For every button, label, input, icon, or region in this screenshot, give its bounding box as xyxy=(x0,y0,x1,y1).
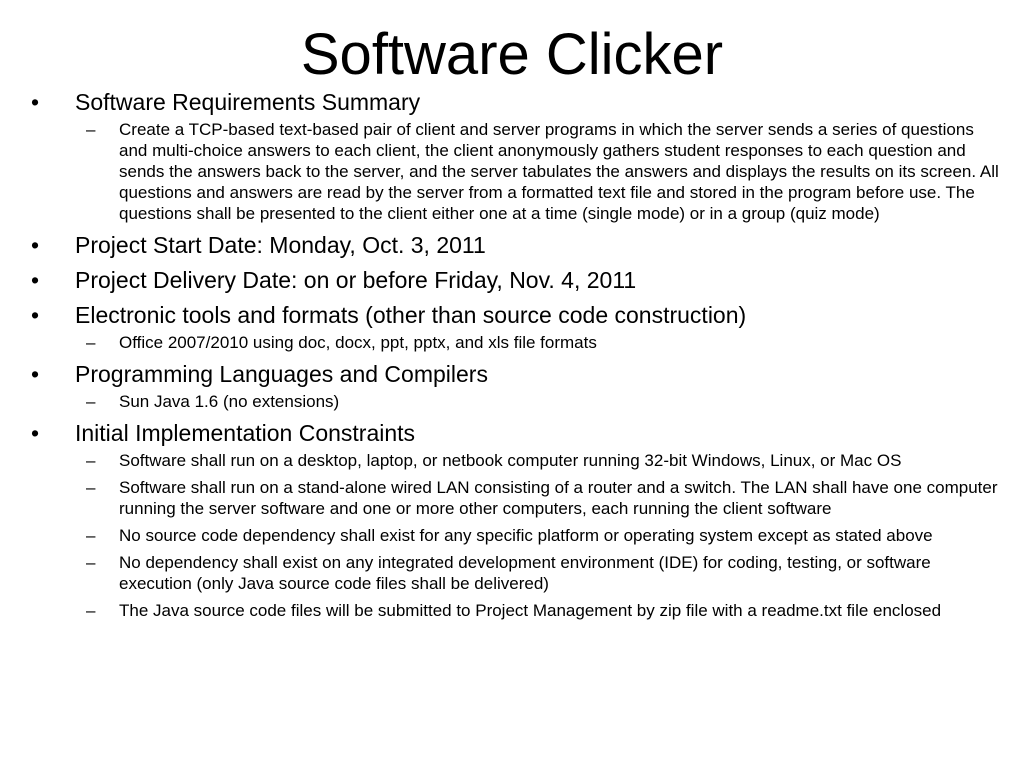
dash-icon: – xyxy=(86,526,96,545)
bullet-text: Electronic tools and formats (other than source code construction) xyxy=(75,302,747,328)
sub-bullet-item xyxy=(0,552,1024,594)
sub-bullet-text: Software shall run on a stand-alone wired LAN consisting of a router and a switch. The LAN shall have one computer running the server software and one or more other computers, each running the client software xyxy=(119,478,998,518)
dash-icon: – xyxy=(86,392,96,411)
slide-body xyxy=(0,88,1024,621)
bullet-text: Initial Implementation Constraints xyxy=(75,420,416,446)
bullet-item xyxy=(0,266,1024,294)
sub-bullet-text: No source code dependency shall exist for any specific platform or operating system except as stated above xyxy=(119,526,933,545)
bullet-item xyxy=(0,419,1024,447)
sub-bullet-item xyxy=(0,477,1024,519)
dash-icon: – xyxy=(86,333,96,352)
sub-bullet-item xyxy=(0,450,1024,471)
dash-icon: – xyxy=(86,478,96,497)
dash-icon: – xyxy=(86,451,96,470)
bullet-icon: • xyxy=(31,267,40,293)
bullet-icon: • xyxy=(31,420,40,446)
bullet-icon: • xyxy=(31,89,40,115)
sub-bullet-item xyxy=(0,600,1024,621)
sub-bullet-text: Sun Java 1.6 (no extensions) xyxy=(119,392,340,411)
dash-icon: – xyxy=(86,601,96,620)
bullet-text: Project Start Date: Monday, Oct. 3, 2011 xyxy=(75,232,486,258)
sub-bullet-item xyxy=(0,391,1024,412)
sub-bullet-text: No dependency shall exist on any integrated development environment (IDE) for coding, testing, or software execution (only Java source code files shall be delivered) xyxy=(119,553,931,593)
bullet-text: Programming Languages and Compilers xyxy=(75,361,488,387)
bullet-item xyxy=(0,301,1024,329)
sub-bullet-item xyxy=(0,525,1024,546)
sub-bullet-item xyxy=(0,332,1024,353)
sub-bullet-text: Create a TCP-based text-based pair of client and server programs in which the server sends a series of questions and multi-choice answers to each client, the client anonymously gathers student responses to each question and sends the answers back to the server, and the server tabulates the answers and displays the results on its screen. All questions and answers are read by the server from a formatted text file and stored in the program before use. The questions shall be presented to the client either one at a time (single mode) or in a group (quiz mode) xyxy=(119,120,999,223)
sub-bullet-text: Software shall run on a desktop, laptop, or netbook computer running 32-bit Windows, Linux, or Mac OS xyxy=(119,451,902,470)
sub-bullet-text: Office 2007/2010 using doc, docx, ppt, pptx, and xls file formats xyxy=(119,333,597,352)
bullet-text: Project Delivery Date: on or before Friday, Nov. 4, 2011 xyxy=(75,267,637,293)
bullet-item xyxy=(0,88,1024,116)
bullet-item xyxy=(0,231,1024,259)
dash-icon: – xyxy=(86,120,96,139)
bullet-text: Software Requirements Summary xyxy=(75,89,421,115)
dash-icon: – xyxy=(86,553,96,572)
bullet-icon: • xyxy=(31,361,40,387)
bullet-icon: • xyxy=(31,232,40,258)
slide-title: Software Clicker xyxy=(300,22,724,87)
bullet-icon: • xyxy=(31,302,40,328)
sub-bullet-text: The Java source code files will be submitted to Project Management by zip file with a readme.txt file enclosed xyxy=(119,601,942,620)
bullet-item xyxy=(0,360,1024,388)
sub-bullet-item xyxy=(0,119,1024,224)
